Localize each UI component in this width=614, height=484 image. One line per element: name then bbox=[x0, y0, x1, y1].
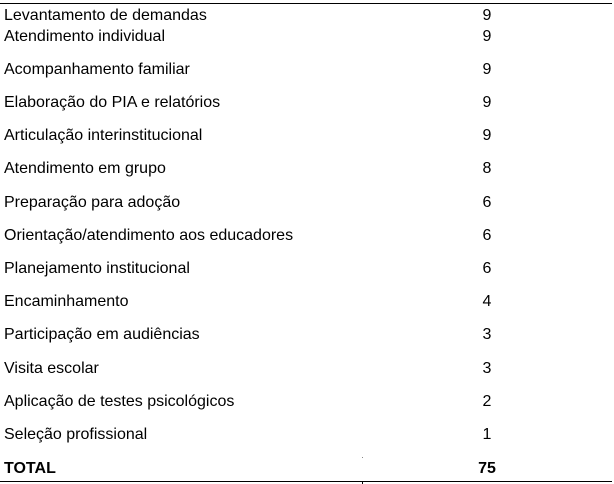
row-value: 6 bbox=[482, 194, 492, 211]
table-row bbox=[0, 358, 612, 380]
row-value: 3 bbox=[482, 326, 492, 343]
table-row bbox=[0, 59, 612, 81]
row-label: Participação em audiências bbox=[4, 326, 200, 343]
row-label: Elaboração do PIA e relatórios bbox=[4, 94, 221, 111]
table-row bbox=[0, 291, 612, 313]
row-label: Atendimento individual bbox=[4, 28, 165, 45]
row-label: Seleção profissional bbox=[4, 426, 148, 443]
table-row bbox=[0, 158, 612, 180]
row-value: 9 bbox=[482, 7, 492, 24]
row-label: Preparação para adoção bbox=[4, 194, 181, 211]
table-bottom-rule bbox=[0, 481, 612, 482]
table-row bbox=[0, 424, 612, 446]
row-value: 9 bbox=[482, 28, 492, 45]
table-row bbox=[0, 92, 612, 114]
table-row bbox=[0, 5, 612, 27]
row-label: Articulação interinstitucional bbox=[4, 127, 203, 144]
row-value: 8 bbox=[482, 160, 492, 177]
row-value: 3 bbox=[482, 360, 492, 377]
table-row bbox=[0, 225, 612, 247]
table-row bbox=[0, 125, 612, 147]
scan-speck bbox=[362, 457, 363, 458]
row-label: Encaminhamento bbox=[4, 293, 129, 310]
row-value: 9 bbox=[482, 94, 492, 111]
row-value: 6 bbox=[482, 260, 492, 277]
row-value: 4 bbox=[482, 293, 492, 310]
row-value: 1 bbox=[482, 426, 492, 443]
row-value: 6 bbox=[482, 227, 492, 244]
row-label: Aplicação de testes psicológicos bbox=[4, 393, 235, 410]
total-label: TOTAL bbox=[4, 460, 56, 477]
row-label: Atendimento em grupo bbox=[4, 160, 166, 177]
table-row bbox=[0, 324, 612, 346]
table-row bbox=[0, 26, 612, 48]
row-value: 2 bbox=[482, 393, 492, 410]
table-row bbox=[0, 192, 612, 214]
row-label: Levantamento de demandas bbox=[4, 7, 207, 24]
table-row bbox=[0, 258, 612, 280]
total-value: 75 bbox=[478, 460, 496, 477]
table-row bbox=[0, 391, 612, 413]
row-label: Planejamento institucional bbox=[4, 260, 190, 277]
row-value: 9 bbox=[482, 127, 492, 144]
row-label: Visita escolar bbox=[4, 360, 99, 377]
row-label: Acompanhamento familiar bbox=[4, 61, 190, 78]
row-label: Orientação/atendimento aos educadores bbox=[4, 227, 294, 244]
row-value: 9 bbox=[482, 61, 492, 78]
table-total-row bbox=[0, 458, 612, 480]
